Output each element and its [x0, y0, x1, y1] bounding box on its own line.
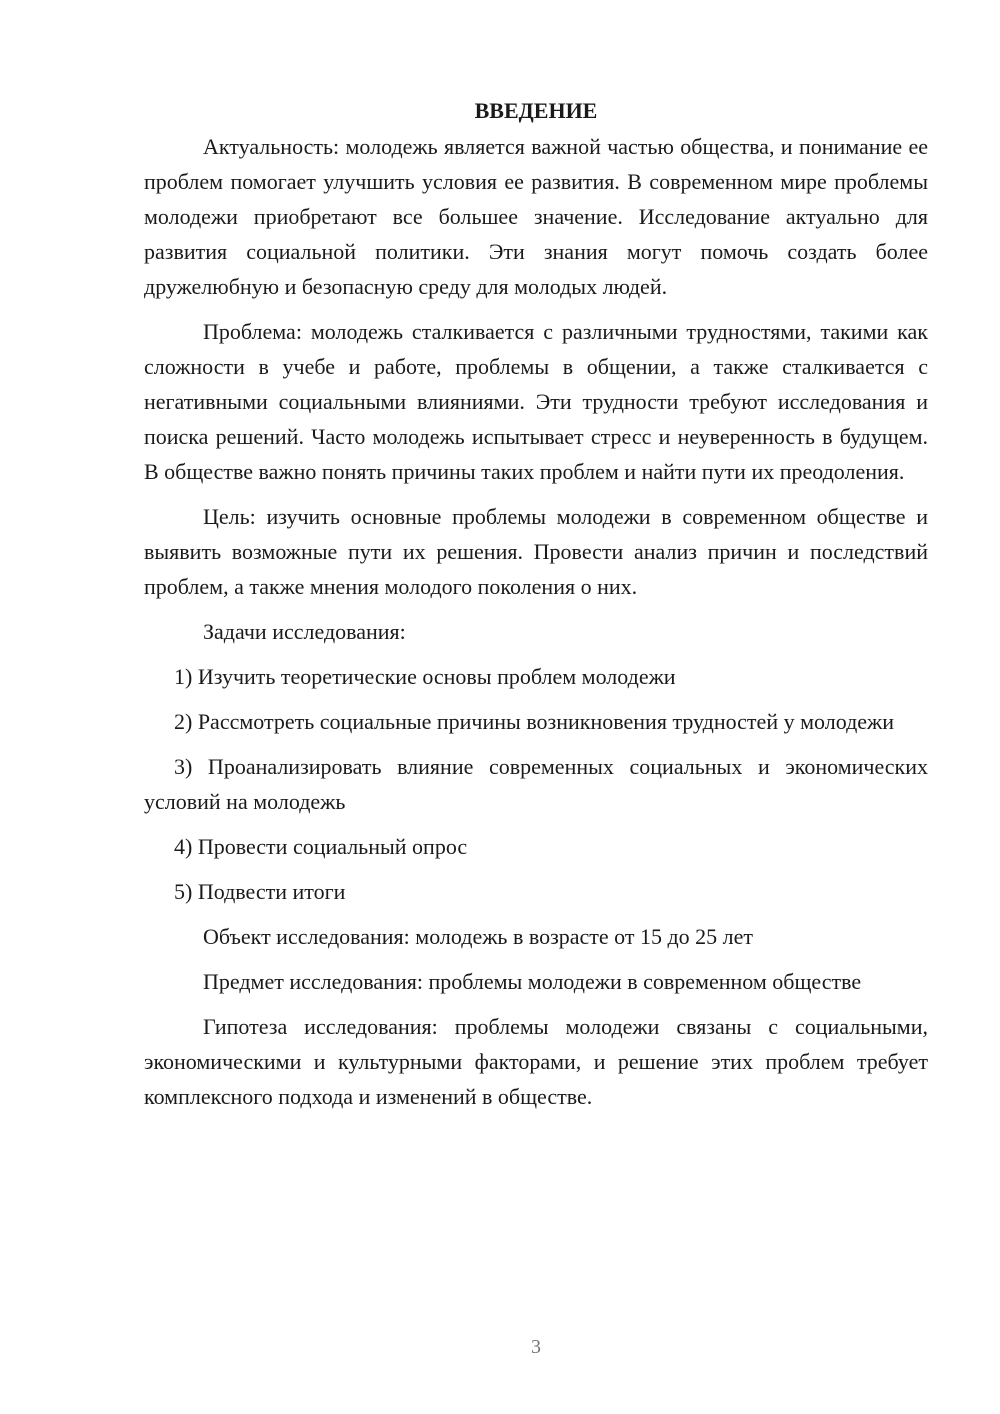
relevance-paragraph: Актуальность: молодежь является важной частью общества, и понимание ее проблем помогает улучшить условия ее развития. В современном мире проблемы молодежи приобретают все большее значение. Исследование актуально для развития социальной политики. Эти знания могут помочь создать более дружелюбную и безопасную среду для молодых людей.: [144, 134, 928, 299]
task-item-2: 2) Рассмотреть социальные причины возникновения трудностей у молодежи: [174, 709, 894, 734]
hypothesis-paragraph: Гипотеза исследования: проблемы молодежи связаны с социальными, экономическими и культурными факторами, и решение этих проблем требует комплексного подхода и изменений в обществе.: [144, 1014, 928, 1109]
object-paragraph: Объект исследования: молодежь в возрасте от 15 до 25 лет: [203, 924, 754, 949]
section-heading: ВВЕДЕНИЕ: [474, 98, 598, 123]
problem-paragraph: Проблема: молодежь сталкивается с различными трудностями, такими как сложности в учебе и работе, проблемы в общении, а также сталкивается с негативными социальными влияниями. Эти трудности требуют исследования и поиска решений. Часто молодежь испытывает стресс и неуверенность в будущем. В обществе важно понять причины таких проблем и найти пути их преодоления.: [144, 319, 928, 484]
subject-paragraph: Предмет исследования: проблемы молодежи в современном обществе: [203, 969, 862, 994]
goal-paragraph: Цель: изучить основные проблемы молодежи в современном обществе и выявить возможные пути их решения. Провести анализ причин и последствий проблем, а также мнения молодого поколения о них.: [144, 504, 928, 599]
task-item-5: 5) Подвести итоги: [174, 879, 346, 904]
task-item-1: 1) Изучить теоретические основы проблем молодежи: [174, 664, 676, 689]
tasks-title: Задачи исследования:: [203, 619, 406, 644]
document-page: [144, 93, 928, 1114]
task-item-3: 3) Проанализировать влияние современных социальных и экономических условий на молодежь: [144, 754, 928, 814]
page-number: 3: [531, 1336, 541, 1358]
task-item-4: 4) Провести социальный опрос: [174, 834, 468, 859]
